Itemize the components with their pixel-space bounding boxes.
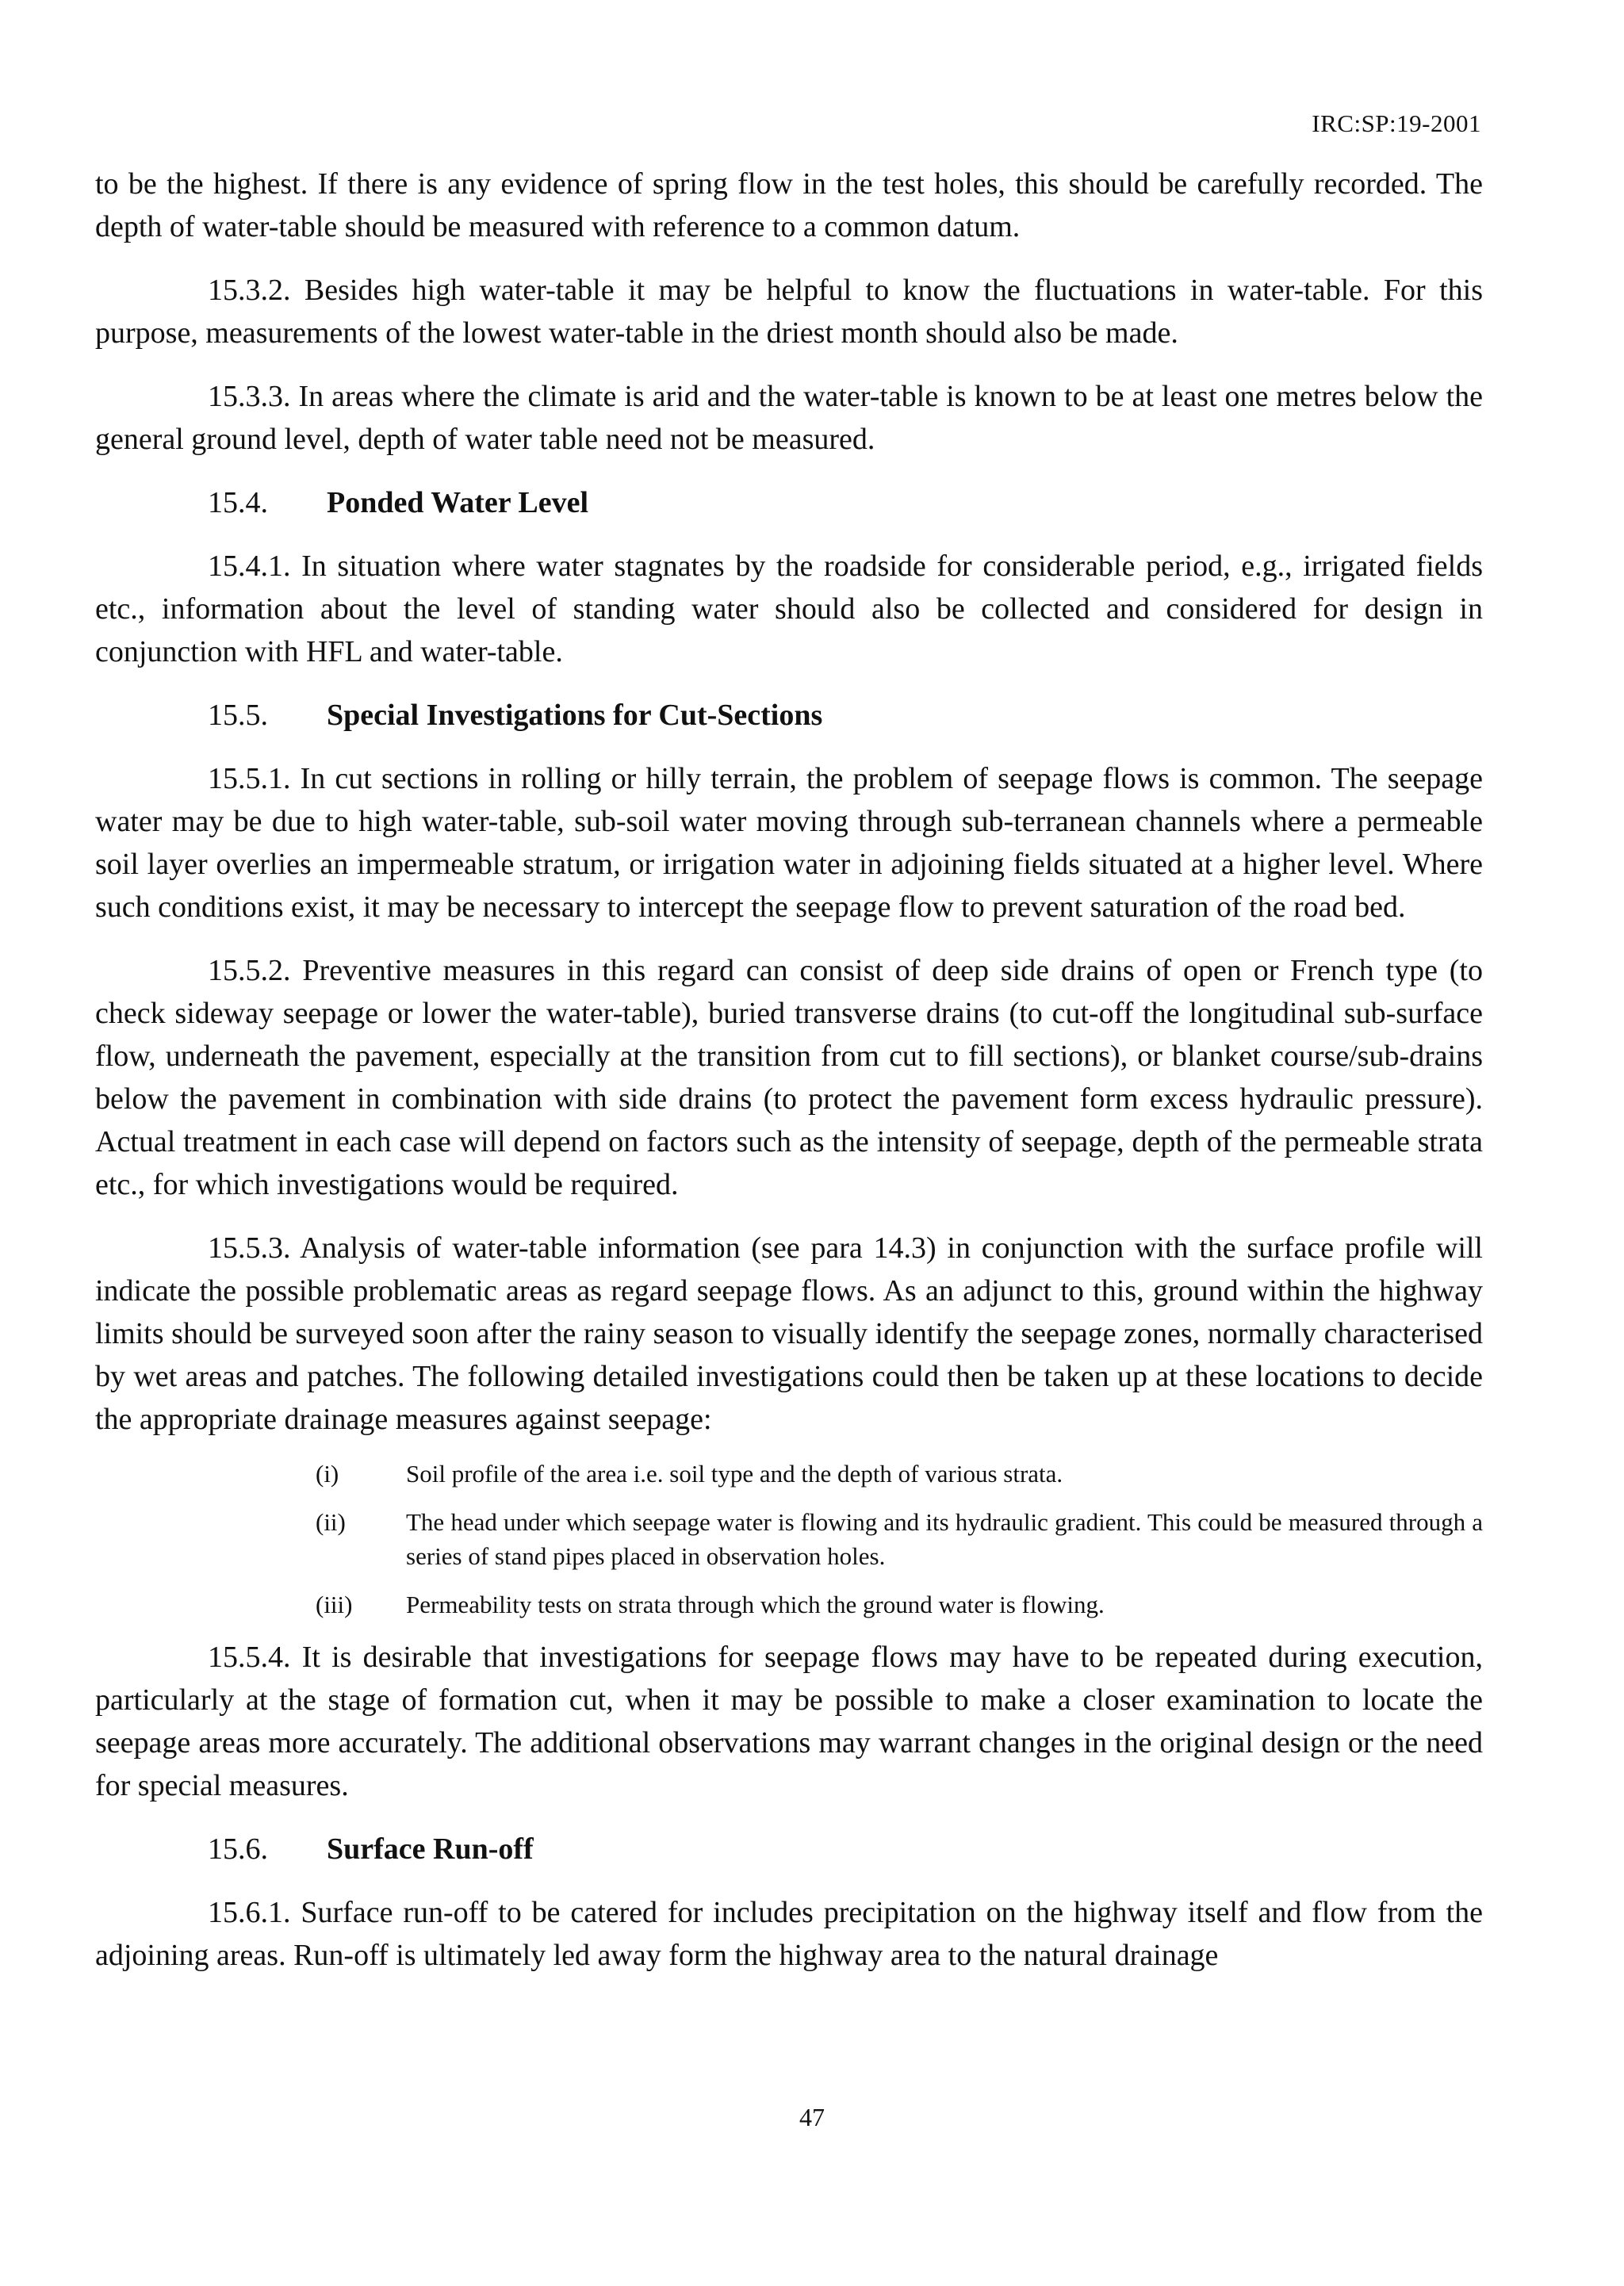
paragraph-15-5-3: 15.5.3. Analysis of water-table information (see para 14.3) in conjunction with the surface profile will indicate the possible problematic areas as regard seepage flows. As an adjunct to this, ground within the highway limits should be surveyed soon after the rainy season to visually identify the seepage zones, normally characterised by wet areas and patches. The following detailed investigations could then be taken up at these locations to decide the appropriate drainage measures against seepage: [95,1231,1483,1436]
heading-title: Surface Run-off [327,1832,534,1866]
list-item-text: Permeability tests on strata through which the ground water is flowing. [406,1591,1105,1618]
paragraph-15-5-2: 15.5.2. Preventive measures in this regard can consist of deep side drains of open or French type (to check sideway seepage or lower the water-table), buried transverse drains (to cut-off the longitudinal sub-surface flow, underneath the pavement, especially at the transition from cut to fill sections), or blanket course/sub-drains below the pavement in combination with side drains (to protect the pavement form excess hydraulic pressure). Actual treatment in each case will depend on factors such as the intensity of seepage, depth of the permeable strata etc., for which investigations would be required. [95,954,1483,1201]
list-item [316,1587,1483,1622]
paragraph-15-6-1: 15.6.1. Surface run-off to be catered for includes precipitation on the highway itself and flow from the adjoining areas. Run-off is ultimately led away form the highway area to the natural drainage [95,1896,1483,1972]
heading-number: 15.6. [208,1832,268,1866]
heading-15-6 [208,1828,1483,1871]
page-number: 47 [799,2103,825,2131]
list-item-text: The head under which seepage water is flowing and its hydraulic gradient. This could be measured through a series of stand pipes placed in observation holes. [406,1508,1483,1570]
heading-15-5 [208,694,1483,737]
heading-number: 15.5. [208,699,268,732]
list-item [316,1505,1483,1573]
paragraph-15-5-1: 15.5.1. In cut sections in rolling or hilly terrain, the problem of seepage flows is common. The seepage water may be due to high water-table, sub-soil water moving through sub-terranean channels where a permeable soil layer overlies an impermeable stratum, or irrigation water in adjoining fields situated at a higher level. Where such conditions exist, it may be necessary to intercept the seepage flow to prevent saturation of the road bed. [95,762,1483,924]
paragraph-15-3-2: 15.3.2. Besides high water-table it may be helpful to know the fluctuations in water-table. For this purpose, measurements of the lowest water-table in the driest month should also be made. [95,274,1483,350]
list-item-label: (ii) [316,1508,346,1536]
paragraph-15-4-1: 15.4.1. In situation where water stagnates by the roadside for considerable period, e.g., irrigated fields etc., information about the level of standing water should also be collected and considered for design in conjunction with HFL and water-table. [95,549,1483,668]
document-code: IRC:SP:19-2001 [1312,109,1481,137]
paragraph-15-5-4: 15.5.4. It is desirable that investigations for seepage flows may have to be repeated during execution, particularly at the stage of formation cut, when it may be possible to make a closer examination to locate the seepage areas more accurately. The additional observations may warrant changes in the original design or the need for special measures. [95,1641,1483,1802]
investigation-list [316,1457,1483,1622]
list-item [316,1457,1483,1491]
heading-15-4 [208,481,1483,524]
list-item-label: (i) [316,1460,339,1488]
heading-title: Special Investigations for Cut-Sections [327,699,823,732]
list-item-label: (iii) [316,1591,353,1618]
heading-number: 15.4. [208,486,268,519]
list-item-text: Soil profile of the area i.e. soil type and the depth of various strata. [406,1460,1063,1488]
page-content [95,163,1483,1997]
paragraph-15-3-3: 15.3.3. In areas where the climate is arid and the water-table is known to be at least one metres below the general ground level, depth of water table need not be measured. [95,380,1483,456]
heading-title: Ponded Water Level [327,486,589,519]
paragraph-continued: to be the highest. If there is any evidence of spring flow in the test holes, this should be carefully recorded. The depth of water-table should be measured with reference to a common datum. [95,167,1483,243]
